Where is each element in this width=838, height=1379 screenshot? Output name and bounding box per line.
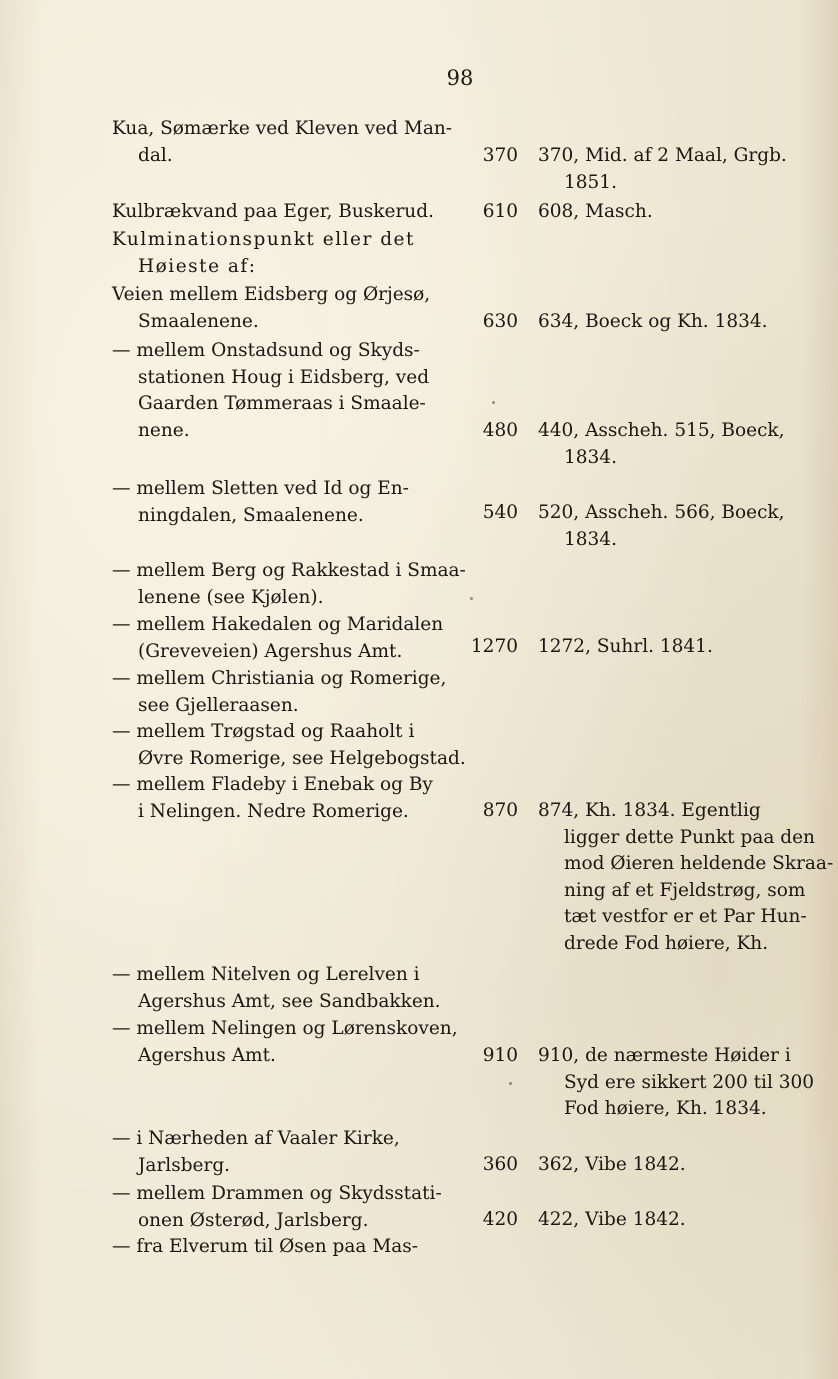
note-line: ligger dette Punkt paa den — [564, 826, 815, 848]
desc-line: Jarlsberg. — [138, 1154, 231, 1176]
note-line: 634, Boeck og Kh. 1834. — [538, 311, 768, 332]
entry-description — [112, 1126, 452, 1179]
note-line: 370, Mid. af 2 Maal, Grgb. — [538, 145, 787, 166]
note-line: 1834. — [564, 528, 617, 550]
entry-description — [112, 227, 452, 280]
note-line: 1272, Suhrl. 1841. — [538, 636, 713, 657]
note-line: 1834. — [564, 446, 617, 468]
desc-line: lenene (see Kjølen). — [138, 586, 324, 608]
entry-height: 1270 — [470, 636, 518, 657]
note-line: 874, Kh. 1834. Egentlig — [538, 800, 761, 821]
note-line: 608, Masch. — [538, 201, 653, 222]
note-line: 362, Vibe 1842. — [538, 1154, 686, 1175]
desc-line: — mellem Onstadsund og Skyds- — [112, 340, 420, 361]
desc-line: — mellem Fladeby i Enebak og By — [112, 774, 433, 795]
note-line: 1851. — [564, 171, 617, 193]
desc-line: — mellem Nitelven og Lerelven i — [112, 964, 420, 985]
note-line: 440, Asscheh. 515, Boeck, — [538, 420, 785, 441]
entry-height: 360 — [482, 1154, 518, 1175]
page-number: 98 — [446, 66, 474, 90]
desc-line: Kulbrækvand paa Eger, Buskerud. — [112, 201, 434, 222]
entry-height: 420 — [482, 1209, 518, 1230]
paper-speck — [509, 1082, 512, 1085]
entry-note — [538, 634, 828, 661]
entry-description — [112, 772, 452, 825]
entry-height: 630 — [482, 311, 518, 332]
entry-note — [538, 143, 828, 196]
desc-line: Agershus Amt, see Sandbakken. — [138, 990, 441, 1012]
desc-line: — mellem Christiania og Romerige, — [112, 668, 447, 689]
entry-height: 540 — [482, 502, 518, 523]
entry-note — [538, 1043, 828, 1123]
entry-note — [538, 1152, 828, 1179]
desc-line: — fra Elverum til Øsen paa Mas- — [112, 1236, 419, 1257]
entry-description — [112, 1181, 452, 1234]
desc-line: Smaalenene. — [138, 310, 259, 332]
entry-height: 870 — [482, 800, 518, 821]
note-line: drede Fod høiere, Kh. — [564, 932, 769, 954]
desc-line: see Gjelleraasen. — [138, 694, 299, 716]
note-line: mod Øieren heldende Skraa- — [564, 853, 834, 874]
desc-line: (Greveveien) Agershus Amt. — [138, 640, 403, 662]
desc-line: i Nelingen. Nedre Romerige. — [138, 800, 409, 822]
desc-line: stationen Houg i Eidsberg, ved — [138, 366, 430, 388]
note-line: tæt vestfor er et Par Hun- — [564, 906, 807, 927]
desc-line: — mellem Nelingen og Lørenskoven, — [112, 1018, 458, 1039]
paper-speck — [492, 401, 495, 404]
desc-line: — mellem Trøgstad og Raaholt i — [112, 721, 415, 742]
note-line: 910, de nærmeste Høider i — [538, 1045, 791, 1066]
desc-line: Øvre Romerige, see Helgebogstad. — [138, 747, 466, 769]
entry-description — [112, 282, 452, 335]
desc-line: — mellem Berg og Rakkestad i Smaa- — [112, 560, 466, 581]
entry-description — [112, 199, 452, 226]
desc-line: Veien mellem Eidsberg og Ørjesø, — [112, 284, 431, 305]
note-line: ning af et Fjeldstrøg, som — [564, 879, 806, 901]
entry-description — [112, 338, 452, 444]
note-line: Syd ere sikkert 200 til 300 — [564, 1071, 815, 1093]
entry-description — [112, 558, 466, 611]
desc-line: — mellem Sletten ved Id og En- — [112, 478, 409, 499]
note-line: Fod høiere, Kh. 1834. — [564, 1098, 767, 1119]
desc-line: Kua, Sømærke ved Kleven ved Man- — [112, 118, 453, 139]
desc-line: — mellem Hakedalen og Maridalen — [112, 614, 444, 635]
paper-speck — [470, 597, 473, 600]
desc-line: Høieste af: — [138, 255, 257, 277]
entry-description — [112, 476, 452, 529]
entry-height: 610 — [482, 201, 518, 222]
entry-description — [112, 666, 452, 719]
entry-note — [538, 500, 828, 553]
entry-description — [112, 1016, 458, 1069]
entry-description — [112, 612, 452, 665]
entry-description — [112, 962, 452, 1015]
note-line: 520, Asscheh. 566, Boeck, — [538, 502, 785, 523]
entry-description — [112, 116, 452, 169]
entry-note — [538, 1207, 828, 1234]
desc-line: Agershus Amt. — [138, 1044, 276, 1066]
entry-note — [538, 798, 834, 957]
entry-height: 480 — [482, 420, 518, 441]
desc-line: Kulminationspunkt eller det — [112, 229, 415, 250]
entry-description — [112, 1234, 452, 1261]
desc-line: ningdalen, Smaalenene. — [138, 504, 364, 526]
desc-line: — i Nærheden af Vaaler Kirke, — [112, 1128, 400, 1149]
entry-note — [538, 199, 828, 226]
entry-note — [538, 309, 828, 336]
entry-height: 370 — [482, 145, 518, 166]
desc-line: onen Østerød, Jarlsberg. — [138, 1209, 369, 1231]
entry-height: 910 — [482, 1045, 518, 1066]
entry-description — [112, 719, 466, 772]
note-line: 422, Vibe 1842. — [538, 1209, 686, 1230]
entry-note — [538, 418, 828, 471]
desc-line: nene. — [138, 419, 190, 441]
desc-line: Gaarden Tømmeraas i Smaale- — [138, 393, 426, 414]
desc-line: dal. — [138, 144, 173, 166]
desc-line: — mellem Drammen og Skydsstati- — [112, 1183, 442, 1204]
